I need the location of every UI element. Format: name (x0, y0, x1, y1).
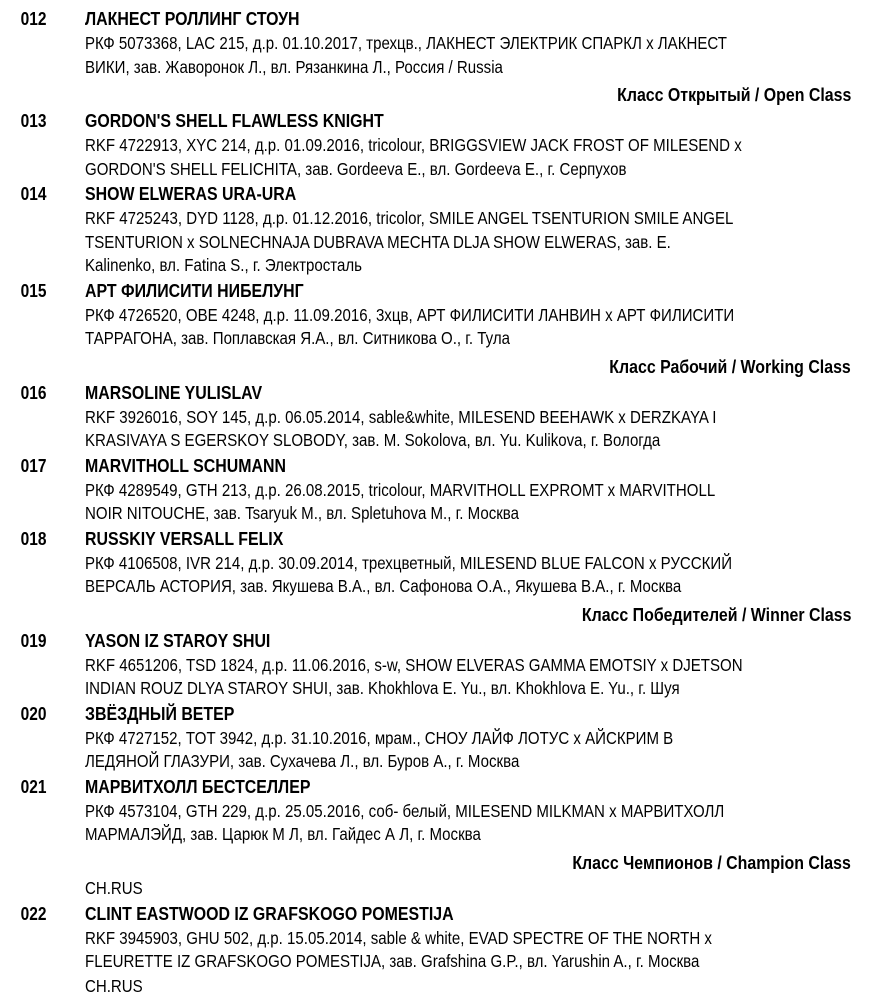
entry-indent (0, 800, 85, 847)
champion-title-label: CH.RUS (85, 975, 143, 996)
entry-details (85, 927, 816, 974)
catalog-entry (0, 6, 876, 79)
dog-name: RUSSKIY VERSALL FELIX (85, 527, 284, 549)
entry-number: 016 (20, 382, 47, 403)
entry-details (85, 654, 816, 701)
entry-details (85, 207, 816, 278)
catalog-entry (0, 774, 876, 847)
entry-indent (0, 479, 85, 526)
class-header (0, 353, 876, 380)
entry-indent (0, 927, 85, 974)
detail-line: Kalinenko, вл. Fatina S., г. Электросталь (85, 255, 362, 275)
entry-details (85, 479, 816, 526)
entry-number: 020 (20, 703, 47, 724)
entry-indent (0, 304, 85, 351)
entry-number: 022 (20, 903, 47, 924)
catalog-entry (0, 526, 876, 599)
dog-name: МАРВИТХОЛЛ БЕСТСЕЛЛЕР (85, 775, 311, 797)
detail-line: РКФ 4289549, GTH 213, д.р. 26.08.2015, tricolour, MARVITHOLL EXPROMT x MARVITHOLL (85, 479, 716, 500)
catalog-entry (0, 181, 876, 278)
entry-indent (0, 406, 85, 453)
entry-details (85, 406, 816, 453)
dog-name: GORDON'S SHELL FLAWLESS KNIGHT (85, 110, 384, 131)
dog-name: MARSOLINE YULISLAV (85, 381, 263, 403)
entry-details (85, 134, 816, 181)
entry-indent (0, 207, 85, 278)
champion-title (0, 974, 876, 999)
catalog-entry (0, 628, 876, 701)
detail-line: RKF 4725243, DYD 1128, д.р. 01.12.2016, tricolor, SMILE ANGEL TSENTURION SMILE ANGEL (85, 208, 734, 228)
detail-line: МАРМАЛЭЙД, зав. Царюк М Л, вл. Гайдес А Л, г. Москва (85, 824, 481, 844)
detail-line: ВИКИ, зав. Жаворонок Л., вл. Рязанкина Л., Россия / Russia (85, 56, 503, 77)
entry-number: 015 (20, 280, 47, 301)
detail-line: RKF 4651206, TSD 1824, д.р. 11.06.2016, s-w, SHOW ELVERAS GAMMA EMOTSIY x DJETSON (85, 654, 743, 675)
champion-title-label: CH.RUS (85, 877, 143, 898)
entry-details (85, 304, 816, 351)
class-header (0, 601, 876, 628)
entry-indent (0, 654, 85, 701)
dog-name: YASON IZ STAROY SHUI (85, 629, 271, 651)
entry-details (85, 552, 816, 599)
catalog-entry (0, 278, 876, 351)
detail-line: NOIR NITOUCHE, зав. Tsaryuk M., вл. Spletuhova M., г. Москва (85, 503, 520, 523)
detail-line: РКФ 4106508, IVR 214, д.р. 30.09.2014, трехцветный, MILESEND BLUE FALCON x РУССКИЙ (85, 552, 733, 573)
entry-number: 013 (20, 111, 47, 131)
entry-details (85, 800, 816, 847)
class-header-label: Класс Чемпионов / Champion Class (572, 851, 851, 873)
dog-name: MARVITHOLL SCHUMANN (85, 454, 286, 476)
detail-line: ЛЕДЯНОЙ ГЛАЗУРИ, зав. Сухачева Л., вл. Буров А., г. Москва (85, 751, 520, 771)
detail-line: ТАРРАГОНА, зав. Поплавская Я.А., вл. Ситникова О., г. Тула (85, 328, 510, 348)
entry-number: 018 (20, 528, 47, 549)
dog-name: SHOW ELWERAS URA-URA (85, 183, 297, 204)
entry-number: 014 (20, 184, 47, 204)
entry-number: 017 (20, 455, 47, 476)
entry-indent (0, 727, 85, 774)
detail-line: RKF 4722913, XYC 214, д.р. 01.09.2016, tricolour, BRIGGSVIEW JACK FROST OF MILESEND x (85, 135, 742, 155)
class-header (0, 81, 876, 108)
detail-line: ВЕРСАЛЬ АСТОРИЯ, зав. Якушева В.А., вл. Сафонова О.А., Якушева В.А., г. Москва (85, 576, 682, 596)
entry-details (85, 32, 816, 79)
champion-title (0, 876, 876, 901)
detail-line: РКФ 4726520, OBE 4248, д.р. 11.09.2016, 3хцв, АРТ ФИЛИСИТИ ЛАНВИН х АРТ ФИЛИСИТИ (85, 304, 735, 325)
class-header (0, 849, 876, 876)
detail-line: РКФ 4573104, GTH 229, д.р. 25.05.2016, соб- белый, MILESEND MILKMAN х МАРВИТХОЛЛ (85, 800, 725, 821)
class-header-label: Класс Открытый / Open Class (616, 84, 851, 105)
entry-number: 021 (20, 776, 47, 797)
dog-name: CLINT EASTWOOD IZ GRAFSKOGO POMESTIJA (85, 902, 454, 924)
class-header-label: Класс Рабочий / Working Class (609, 355, 851, 377)
catalog-page (0, 6, 876, 999)
catalog-entry (0, 108, 876, 181)
catalog-entry (0, 453, 876, 526)
detail-line: РКФ 4727152, TOT 3942, д.р. 31.10.2016, мрам., СНОУ ЛАЙФ ЛОТУС х АЙСКРИМ В (85, 727, 674, 748)
detail-line: RKF 3945903, GHU 502, д.р. 15.05.2014, sable & white, EVAD SPECTRE OF THE NORTH x (85, 927, 712, 948)
detail-line: FLEURETTE IZ GRAFSKOGO POMESTIJA, зав. Grafshina G.P., вл. Yarushin A., г. Москва (85, 951, 700, 971)
entry-details (85, 727, 816, 774)
detail-line: РКФ 5073368, LAC 215, д.р. 01.10.2017, трехцв., ЛАКНЕСТ ЭЛЕКТРИК СПАРКЛ х ЛАКНЕСТ (85, 33, 727, 53)
entry-number: 012 (20, 9, 47, 29)
catalog-entry (0, 901, 876, 974)
catalog-entry (0, 380, 876, 453)
entry-indent (0, 552, 85, 599)
catalog-entry (0, 701, 876, 774)
detail-line: RKF 3926016, SOY 145, д.р. 06.05.2014, sable&white, MILESEND BEEHAWK x DERZKAYA I (85, 406, 717, 427)
dog-name: ЛАКНЕСТ РОЛЛИНГ СТОУН (85, 8, 300, 29)
class-header-label: Класс Победителей / Winner Class (581, 603, 851, 625)
detail-line: KRASIVAYA S EGERSKOY SLOBODY, зав. M. Sokolova, вл. Yu. Kulikova, г. Вологда (85, 430, 661, 450)
detail-line: GORDON'S SHELL FELICHITA, зав. Gordeeva E., вл. Gordeeva E., г. Серпухов (85, 158, 627, 179)
detail-line: INDIAN ROUZ DLYA STAROY SHUI, зав. Khokhlova E. Yu., вл. Khokhlova E. Yu., г. Шуя (85, 678, 680, 698)
entry-indent (0, 32, 85, 79)
dog-name: ЗВЁЗДНЫЙ ВЕТЕР (85, 702, 235, 724)
detail-line: TSENTURION x SOLNECHNAJA DUBRAVA MECHTA DLJA SHOW ELWERAS, зав. E. (85, 231, 671, 252)
dog-name: АРТ ФИЛИСИТИ НИБЕЛУНГ (85, 279, 304, 301)
entry-number: 019 (20, 630, 47, 651)
entry-indent (0, 134, 85, 181)
